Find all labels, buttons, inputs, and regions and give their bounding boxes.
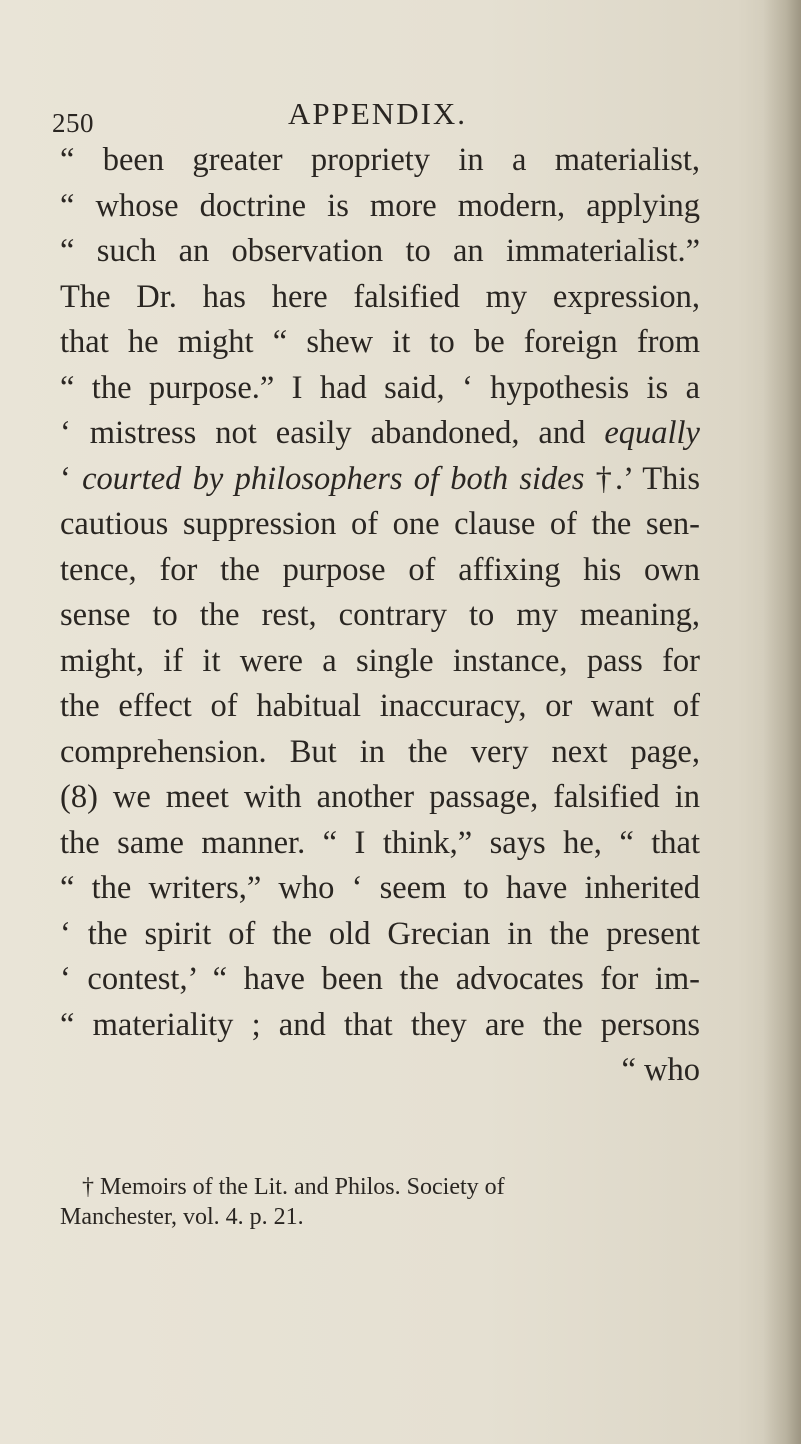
text-run: †.’ This (595, 460, 700, 497)
text-line: “ the writers,” who ‘ seem to have inherited (60, 870, 700, 906)
text-line: ‘ contest,’ “ have been the advocates for im- (60, 961, 700, 997)
text-line: cautious suppression of one clause of the sen- (60, 506, 700, 542)
page-number: 250 (52, 108, 94, 138)
text-line: ‘ the spirit of the old Grecian in the present (60, 915, 700, 952)
text-line: The Dr. has here falsified my expression, (60, 278, 700, 315)
italic-text-run: courted by philosophers of both sides (82, 460, 585, 497)
text-line (60, 457, 700, 503)
text-line: (8) we meet with another passage, falsified in (60, 779, 700, 815)
text-run: ‘ (60, 460, 71, 497)
text-line: tence, for the purpose of affixing his own (60, 551, 700, 588)
running-head: APPENDIX. (288, 96, 468, 131)
text-line (60, 411, 700, 457)
text-line: “ materiality ; and that they are the persons (60, 1006, 700, 1043)
body-text (60, 138, 700, 1094)
text-line: sense to the rest, contrary to my meaning, (60, 597, 700, 633)
page-edge-shadow (763, 0, 801, 1444)
text-line: comprehension. But in the very next page, (60, 733, 700, 770)
text-line: “ been greater propriety in a materialist, (60, 142, 700, 178)
text-line: “ whose doctrine is more modern, applying (60, 187, 700, 224)
italic-text-run: equally (604, 415, 700, 451)
text-line: that he might “ shew it to be foreign from (60, 324, 700, 360)
footnote (60, 1172, 700, 1232)
text-line: “ such an observation to an immaterialist.” (60, 233, 700, 269)
text-line: the effect of habitual inaccuracy, or want of (60, 688, 700, 724)
catchword: “ who (621, 1052, 700, 1088)
footnote-line: † Memoirs of the Lit. and Philos. Society of (82, 1174, 505, 1200)
text-run: ‘ mistress not easily abandoned, and (60, 415, 586, 451)
text-line: “ the purpose.” I had said, ‘ hypothesis is a (60, 369, 700, 406)
text-line: the same manner. “ I think,” says he, “ that (60, 824, 700, 861)
footnote-line: Manchester, vol. 4. p. 21. (60, 1204, 304, 1230)
text-line: might, if it were a single instance, pass for (60, 642, 700, 679)
